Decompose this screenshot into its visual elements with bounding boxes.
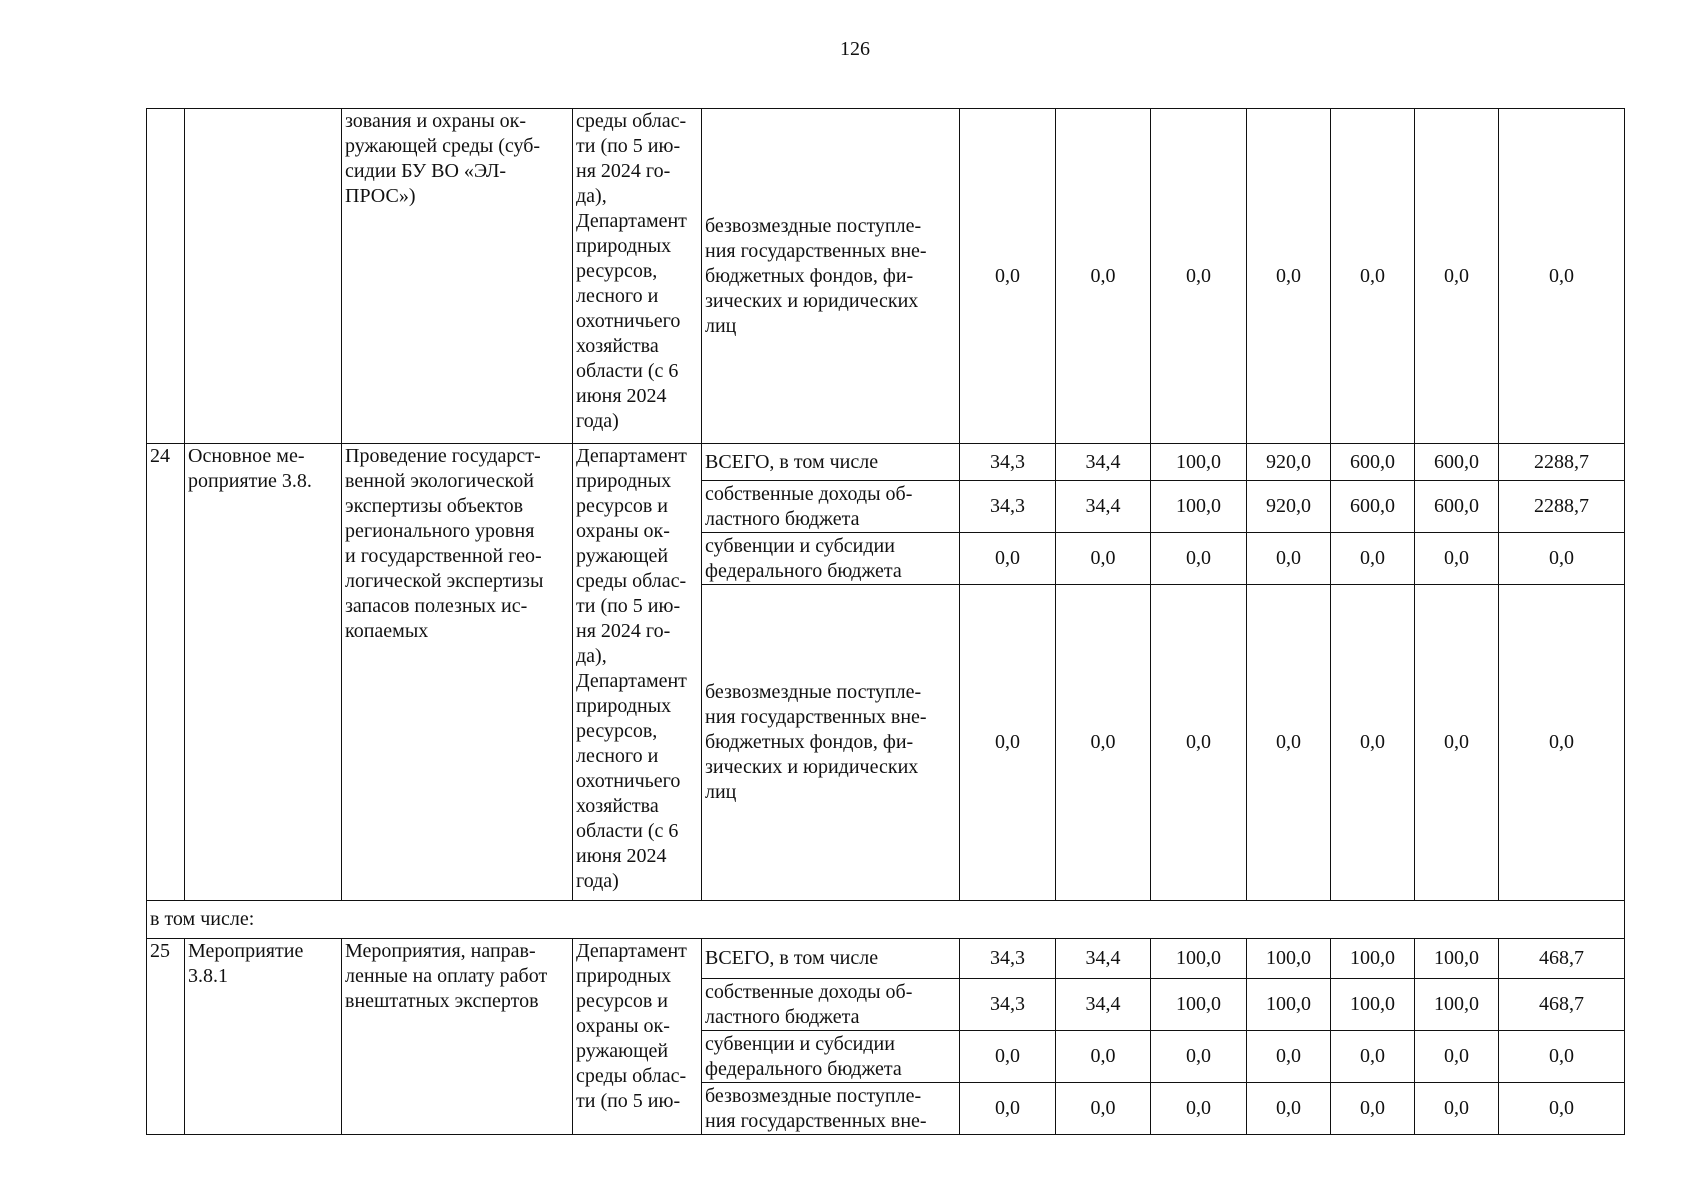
source-cell: безвозмездные поступле- ния государственных вне- бюджетных фондов, фи- зических и юридических лиц [702,585,960,901]
value-cell: 0,0 [1499,1031,1625,1083]
responsible-cell: Департамент природных ресурсов и охраны ок- ружающей среды облас- ти (по 5 ию- ня 2024 го- да), Департамент природных ресурсов, лесного и охотничьего хозяйства области (с 6 июня 2024 года) [573,444,702,901]
value-cell: 0,0 [1415,585,1499,901]
value-cell: 0,0 [1056,533,1151,585]
value-cell: 0,0 [1415,533,1499,585]
value-cell: 0,0 [1415,109,1499,444]
responsible-cell: Департамент природных ресурсов и охраны ок- ружающей среды облас- ти (по 5 ию- [573,939,702,1135]
value-cell: 0,0 [1056,1083,1151,1135]
value-cell: 100,0 [1151,979,1247,1031]
including-label: в том числе: [147,901,1625,939]
source-cell: безвозмездные поступле- ния государственных вне- [702,1083,960,1135]
row-number-cell: 25 [147,939,185,1135]
value-cell: 2288,7 [1499,444,1625,481]
activity-cell: зования и охраны ок- ружающей среды (суб- сидии БУ ВО «ЭЛ- ПРОС») [342,109,573,444]
value-cell: 0,0 [1056,585,1151,901]
value-cell: 100,0 [1247,939,1331,979]
source-cell: безвозмездные поступле- ния государственных вне- бюджетных фондов, фи- зических и юридических лиц [702,109,960,444]
value-cell: 0,0 [1331,109,1415,444]
continuation-row [147,109,1625,444]
value-cell: 0,0 [1499,1083,1625,1135]
value-cell: 100,0 [1151,939,1247,979]
value-cell: 0,0 [1247,585,1331,901]
value-cell: 34,4 [1056,979,1151,1031]
value-cell: 600,0 [1331,481,1415,533]
value-cell: 100,0 [1151,481,1247,533]
value-cell: 0,0 [1151,1031,1247,1083]
source-cell: собственные доходы об- ластного бюджета [702,979,960,1031]
responsible-cell: среды облас- ти (по 5 ию- ня 2024 го- да), Департамент природных ресурсов, лесного и охотничьего хозяйства области (с 6 июня 2024 года) [573,109,702,444]
value-cell: 0,0 [1056,109,1151,444]
value-cell: 34,3 [960,444,1056,481]
value-cell: 0,0 [1331,533,1415,585]
value-cell: 468,7 [1499,939,1625,979]
value-cell: 600,0 [1415,444,1499,481]
value-cell: 0,0 [1151,109,1247,444]
value-cell: 100,0 [1151,444,1247,481]
value-cell: 0,0 [1331,585,1415,901]
budget-table [146,108,1625,1135]
value-cell: 34,3 [960,939,1056,979]
name-cell: Мероприятие 3.8.1 [185,939,342,1135]
value-cell: 0,0 [960,1031,1056,1083]
value-cell: 0,0 [1247,1031,1331,1083]
value-cell: 0,0 [960,585,1056,901]
value-cell: 34,3 [960,979,1056,1031]
value-cell: 0,0 [1415,1031,1499,1083]
value-cell: 600,0 [1415,481,1499,533]
value-cell: 2288,7 [1499,481,1625,533]
value-cell: 0,0 [1056,1031,1151,1083]
value-cell: 0,0 [1331,1031,1415,1083]
item-24-row-total [147,444,1625,481]
value-cell: 0,0 [960,109,1056,444]
value-cell: 0,0 [1247,109,1331,444]
value-cell: 34,3 [960,481,1056,533]
activity-cell: Мероприятия, направ- ленные на оплату работ внештатных экспертов [342,939,573,1135]
name-cell [185,109,342,444]
value-cell: 0,0 [1499,533,1625,585]
value-cell: 0,0 [1247,1083,1331,1135]
item-25-row-total [147,939,1625,979]
including-row [147,901,1625,939]
value-cell: 100,0 [1247,979,1331,1031]
value-cell: 0,0 [1151,1083,1247,1135]
value-cell: 468,7 [1499,979,1625,1031]
value-cell: 920,0 [1247,481,1331,533]
value-cell: 34,4 [1056,939,1151,979]
row-number-cell [147,109,185,444]
value-cell: 0,0 [1331,1083,1415,1135]
value-cell: 0,0 [1247,533,1331,585]
source-cell: ВСЕГО, в том числе [702,939,960,979]
source-cell: собственные доходы об- ластного бюджета [702,481,960,533]
value-cell: 34,4 [1056,481,1151,533]
activity-cell: Проведение государст- венной экологической экспертизы объектов регионального уровня и государственной гео- логической экспертизы запасов полезных ис- копаемых [342,444,573,901]
row-number-cell: 24 [147,444,185,901]
source-cell: ВСЕГО, в том числе [702,444,960,481]
source-cell: субвенции и субсидии федерального бюджета [702,533,960,585]
source-cell: субвенции и субсидии федерального бюджета [702,1031,960,1083]
value-cell: 100,0 [1331,939,1415,979]
value-cell: 0,0 [960,533,1056,585]
value-cell: 600,0 [1331,444,1415,481]
value-cell: 0,0 [1151,533,1247,585]
value-cell: 100,0 [1415,979,1499,1031]
value-cell: 100,0 [1415,939,1499,979]
name-cell: Основное ме- роприятие 3.8. [185,444,342,901]
page-number: 126 [840,38,870,60]
value-cell: 920,0 [1247,444,1331,481]
value-cell: 0,0 [960,1083,1056,1135]
value-cell: 100,0 [1331,979,1415,1031]
value-cell: 0,0 [1499,109,1625,444]
value-cell: 0,0 [1151,585,1247,901]
value-cell: 0,0 [1415,1083,1499,1135]
value-cell: 0,0 [1499,585,1625,901]
value-cell: 34,4 [1056,444,1151,481]
